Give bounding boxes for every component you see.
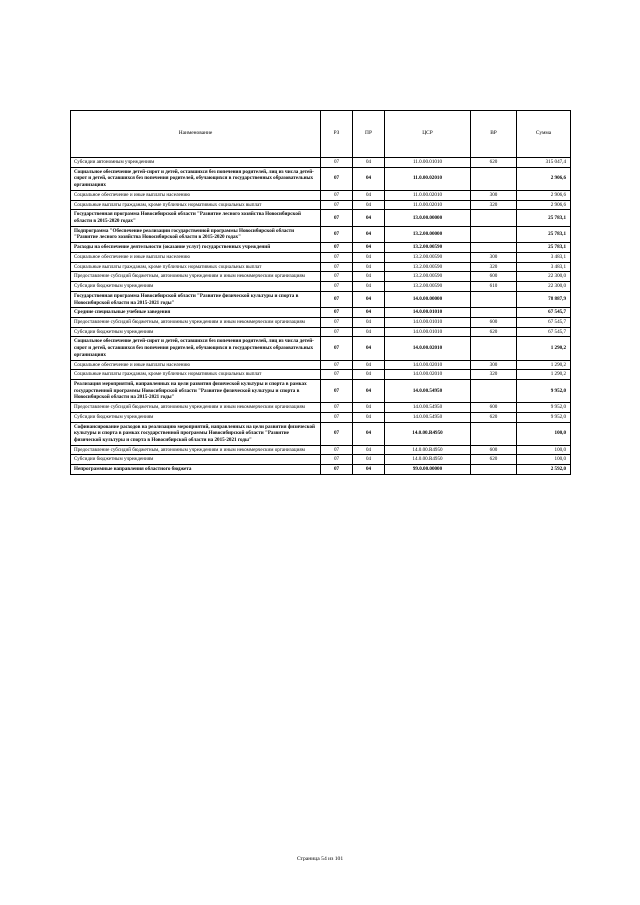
table-row [71, 445, 571, 455]
cell-pr: 04 [353, 370, 385, 380]
cell-sum: 2 906,6 [517, 200, 571, 210]
cell-vr [471, 308, 517, 318]
cell-rz: 07 [321, 337, 353, 360]
table-row [71, 262, 571, 272]
cell-sum: 1 290,2 [517, 370, 571, 380]
cell-pr: 04 [353, 226, 385, 242]
table-row [71, 370, 571, 380]
cell-rz: 07 [321, 200, 353, 210]
cell-csr: 14.0.00.54950 [385, 403, 471, 413]
cell-pr: 04 [353, 282, 385, 292]
cell-csr: 99.0.00.00000 [385, 465, 471, 475]
cell-csr: 14.0.00.01010 [385, 308, 471, 318]
cell-sum: 3 483,1 [517, 262, 571, 272]
table-body [71, 158, 571, 475]
cell-vr: 600 [471, 445, 517, 455]
cell-name: Предоставление субсидий бюджетным, автономным учреждениям и иным некоммерческим организациям [71, 445, 321, 455]
table-row [71, 200, 571, 210]
cell-vr: 620 [471, 412, 517, 422]
cell-vr: 600 [471, 272, 517, 282]
table-row [71, 282, 571, 292]
cell-csr: 13.2.00.00590 [385, 252, 471, 262]
cell-sum: 25 783,1 [517, 226, 571, 242]
cell-sum: 100,0 [517, 455, 571, 465]
cell-vr [471, 422, 517, 445]
cell-rz: 07 [321, 412, 353, 422]
cell-sum: 1 290,2 [517, 337, 571, 360]
cell-pr: 04 [353, 412, 385, 422]
cell-vr: 610 [471, 282, 517, 292]
cell-pr: 04 [353, 337, 385, 360]
cell-pr: 04 [353, 379, 385, 402]
cell-pr: 04 [353, 167, 385, 190]
cell-rz: 07 [321, 291, 353, 307]
column-header-vr: ВР [471, 111, 517, 158]
cell-name: Непрограммные направления областного бюджета [71, 465, 321, 475]
cell-vr [471, 210, 517, 226]
column-header-pr: ПР [353, 111, 385, 158]
table-row [71, 317, 571, 327]
cell-rz: 07 [321, 158, 353, 168]
cell-sum: 2 592,0 [517, 465, 571, 475]
cell-csr: 11.0.00.02010 [385, 167, 471, 190]
table-row [71, 158, 571, 168]
cell-pr: 04 [353, 262, 385, 272]
cell-pr: 04 [353, 190, 385, 200]
table-row [71, 226, 571, 242]
cell-csr: 14.0.00.02010 [385, 360, 471, 370]
cell-sum: 9 952,0 [517, 403, 571, 413]
table-row [71, 337, 571, 360]
table-row [71, 403, 571, 413]
cell-vr: 320 [471, 262, 517, 272]
cell-name: Предоставление субсидий бюджетным, автономным учреждениям и иным некоммерческим организациям [71, 403, 321, 413]
cell-sum: 315 047,4 [517, 158, 571, 168]
cell-vr: 300 [471, 190, 517, 200]
cell-rz: 07 [321, 455, 353, 465]
cell-rz: 07 [321, 282, 353, 292]
cell-vr: 620 [471, 158, 517, 168]
cell-rz: 07 [321, 243, 353, 253]
cell-rz: 07 [321, 167, 353, 190]
table-header-row [71, 111, 571, 158]
cell-rz: 07 [321, 262, 353, 272]
cell-name: Социальные выплаты гражданам, кроме публичных нормативных социальных выплат [71, 370, 321, 380]
cell-name: Социальное обеспечение детей-сирот и детей, оставшихся без попечения родителей, лиц из числа детей-сирот и детей, оставшихся без попечения родителей, обучающихся в государственных образовательных организациях [71, 337, 321, 360]
cell-csr: 14.0.00.00000 [385, 291, 471, 307]
cell-name: Социальные выплаты гражданам, кроме публичных нормативных социальных выплат [71, 262, 321, 272]
cell-csr: 13.2.00.00590 [385, 262, 471, 272]
cell-pr: 04 [353, 252, 385, 262]
table-row [71, 327, 571, 337]
column-header-csr: ЦСР [385, 111, 471, 158]
cell-pr: 04 [353, 272, 385, 282]
cell-rz: 07 [321, 403, 353, 413]
cell-csr: 13.2.00.00590 [385, 243, 471, 253]
cell-csr: 14.0.00.02010 [385, 370, 471, 380]
cell-name: Субсидии бюджетным учреждениям [71, 455, 321, 465]
cell-csr: 14.0.00.R4950 [385, 422, 471, 445]
cell-sum: 1 290,2 [517, 360, 571, 370]
cell-sum: 22 300,0 [517, 272, 571, 282]
cell-csr: 11.0.00.02010 [385, 190, 471, 200]
table-row [71, 308, 571, 318]
cell-vr: 620 [471, 327, 517, 337]
cell-name: Социальные выплаты гражданам, кроме публичных нормативных социальных выплат [71, 200, 321, 210]
table-row [71, 465, 571, 475]
cell-rz: 07 [321, 272, 353, 282]
cell-rz: 07 [321, 445, 353, 455]
cell-name: Субсидии бюджетным учреждениям [71, 412, 321, 422]
table-row [71, 291, 571, 307]
cell-sum: 9 952,0 [517, 379, 571, 402]
cell-pr: 04 [353, 455, 385, 465]
cell-pr: 04 [353, 158, 385, 168]
cell-csr: 13.2.00.00590 [385, 282, 471, 292]
cell-sum: 22 300,0 [517, 282, 571, 292]
cell-csr: 14.0.00.R4950 [385, 445, 471, 455]
cell-rz: 07 [321, 422, 353, 445]
cell-name: Предоставление субсидий бюджетным, автономным учреждениям и иным некоммерческим организациям [71, 317, 321, 327]
table-header [71, 111, 571, 158]
cell-csr: 11.0.00.02010 [385, 200, 471, 210]
cell-rz: 07 [321, 190, 353, 200]
cell-pr: 04 [353, 403, 385, 413]
cell-name: Подпрограмма "Обеспечение реализации государственной программы Новосибирской области "Развитие лесного хозяйства Новосибирской области в 2015-2020 годах" [71, 226, 321, 242]
cell-csr: 13.2.00.00000 [385, 226, 471, 242]
cell-csr: 14.0.00.54950 [385, 412, 471, 422]
cell-vr [471, 167, 517, 190]
cell-csr: 13.2.00.00590 [385, 272, 471, 282]
cell-rz: 07 [321, 465, 353, 475]
table-row [71, 455, 571, 465]
cell-vr [471, 379, 517, 402]
cell-name: Предоставление субсидий бюджетным, автономным учреждениям и иным некоммерческим организациям [71, 272, 321, 282]
table-row [71, 167, 571, 190]
cell-sum: 100,0 [517, 422, 571, 445]
cell-sum: 3 483,1 [517, 252, 571, 262]
table-row [71, 272, 571, 282]
table-row [71, 210, 571, 226]
cell-name: Государственная программа Новосибирской области "Развитие физической культуры и спорта в Новосибирской области на 2015-2021 годы" [71, 291, 321, 307]
cell-name: Расходы на обеспечение деятельности (оказание услуг) государственных учреждений [71, 243, 321, 253]
cell-rz: 07 [321, 252, 353, 262]
cell-csr: 11.0.00.01010 [385, 158, 471, 168]
cell-pr: 04 [353, 327, 385, 337]
table-row [71, 422, 571, 445]
cell-pr: 04 [353, 291, 385, 307]
cell-pr: 04 [353, 360, 385, 370]
cell-sum: 67 545,7 [517, 317, 571, 327]
cell-csr: 14.0.00.R4950 [385, 455, 471, 465]
table-row [71, 412, 571, 422]
cell-rz: 07 [321, 317, 353, 327]
cell-vr: 300 [471, 252, 517, 262]
cell-csr: 13.0.00.00000 [385, 210, 471, 226]
cell-name: Субсидии бюджетным учреждениям [71, 282, 321, 292]
cell-rz: 07 [321, 210, 353, 226]
cell-csr: 14.0.00.54950 [385, 379, 471, 402]
column-header-rz: РЗ [321, 111, 353, 158]
cell-vr: 320 [471, 200, 517, 210]
cell-name: Реализация мероприятий, направленных на цели развития физической культуры и спорта в рамках государственной программы Новосибирской области "Развитие физической культуры и спорта в Новосибирской области на 2015-2021 годы" [71, 379, 321, 402]
table-row [71, 360, 571, 370]
page-footer: Страница 54 из 101 [296, 856, 344, 862]
cell-name: Социальное обеспечение и иные выплаты населению [71, 252, 321, 262]
cell-rz: 07 [321, 379, 353, 402]
cell-pr: 04 [353, 317, 385, 327]
cell-sum: 2 906,6 [517, 190, 571, 200]
table-row [71, 190, 571, 200]
cell-csr: 14.0.00.01010 [385, 327, 471, 337]
table-row [71, 243, 571, 253]
cell-sum: 100,0 [517, 445, 571, 455]
cell-pr: 04 [353, 243, 385, 253]
budget-table [70, 110, 571, 475]
table-row [71, 379, 571, 402]
cell-vr [471, 337, 517, 360]
cell-rz: 07 [321, 226, 353, 242]
cell-name: Государственная программа Новосибирской области "Развитие лесного хозяйства Новосибирской области в 2015-2020 годах" [71, 210, 321, 226]
column-header-name: Наименование [71, 111, 321, 158]
column-header-sum: Сумма [517, 111, 571, 158]
cell-name: Субсидии бюджетным учреждениям [71, 327, 321, 337]
cell-rz: 07 [321, 327, 353, 337]
cell-pr: 04 [353, 200, 385, 210]
cell-pr: 04 [353, 465, 385, 475]
cell-rz: 07 [321, 370, 353, 380]
cell-vr [471, 243, 517, 253]
cell-vr [471, 291, 517, 307]
cell-pr: 04 [353, 422, 385, 445]
cell-vr: 320 [471, 370, 517, 380]
cell-vr: 600 [471, 317, 517, 327]
cell-sum: 67 545,7 [517, 327, 571, 337]
cell-sum: 9 952,0 [517, 412, 571, 422]
cell-name: Софинансирование расходов на реализацию мероприятий, направленных на цели развития физической культуры и спорта в рамках государственной программы Новосибирской области "Развитие физической культуры и спорта в Новосибирской области на 2015-2021 годы" [71, 422, 321, 445]
cell-vr: 300 [471, 360, 517, 370]
cell-rz: 07 [321, 360, 353, 370]
cell-csr: 14.0.00.02010 [385, 337, 471, 360]
cell-csr: 14.0.00.01010 [385, 317, 471, 327]
cell-name: Социальное обеспечение и иные выплаты населению [71, 190, 321, 200]
cell-name: Средние специальные учебные заведения [71, 308, 321, 318]
cell-vr: 620 [471, 455, 517, 465]
cell-sum: 25 783,1 [517, 243, 571, 253]
cell-name: Субсидии автономным учреждениям [71, 158, 321, 168]
cell-pr: 04 [353, 445, 385, 455]
cell-vr: 600 [471, 403, 517, 413]
cell-sum: 67 545,7 [517, 308, 571, 318]
cell-sum: 78 887,9 [517, 291, 571, 307]
table-row [71, 252, 571, 262]
cell-pr: 04 [353, 210, 385, 226]
cell-name: Социальное обеспечение и иные выплаты населению [71, 360, 321, 370]
cell-sum: 2 906,6 [517, 167, 571, 190]
cell-name: Социальное обеспечение детей-сирот и детей, оставшихся без попечения родителей, лиц из числа детей-сирот и детей, оставшихся без попечения родителей, обучающихся в государственных образовательных организациях [71, 167, 321, 190]
cell-vr [471, 226, 517, 242]
cell-vr [471, 465, 517, 475]
cell-sum: 25 783,1 [517, 210, 571, 226]
cell-rz: 07 [321, 308, 353, 318]
cell-pr: 04 [353, 308, 385, 318]
